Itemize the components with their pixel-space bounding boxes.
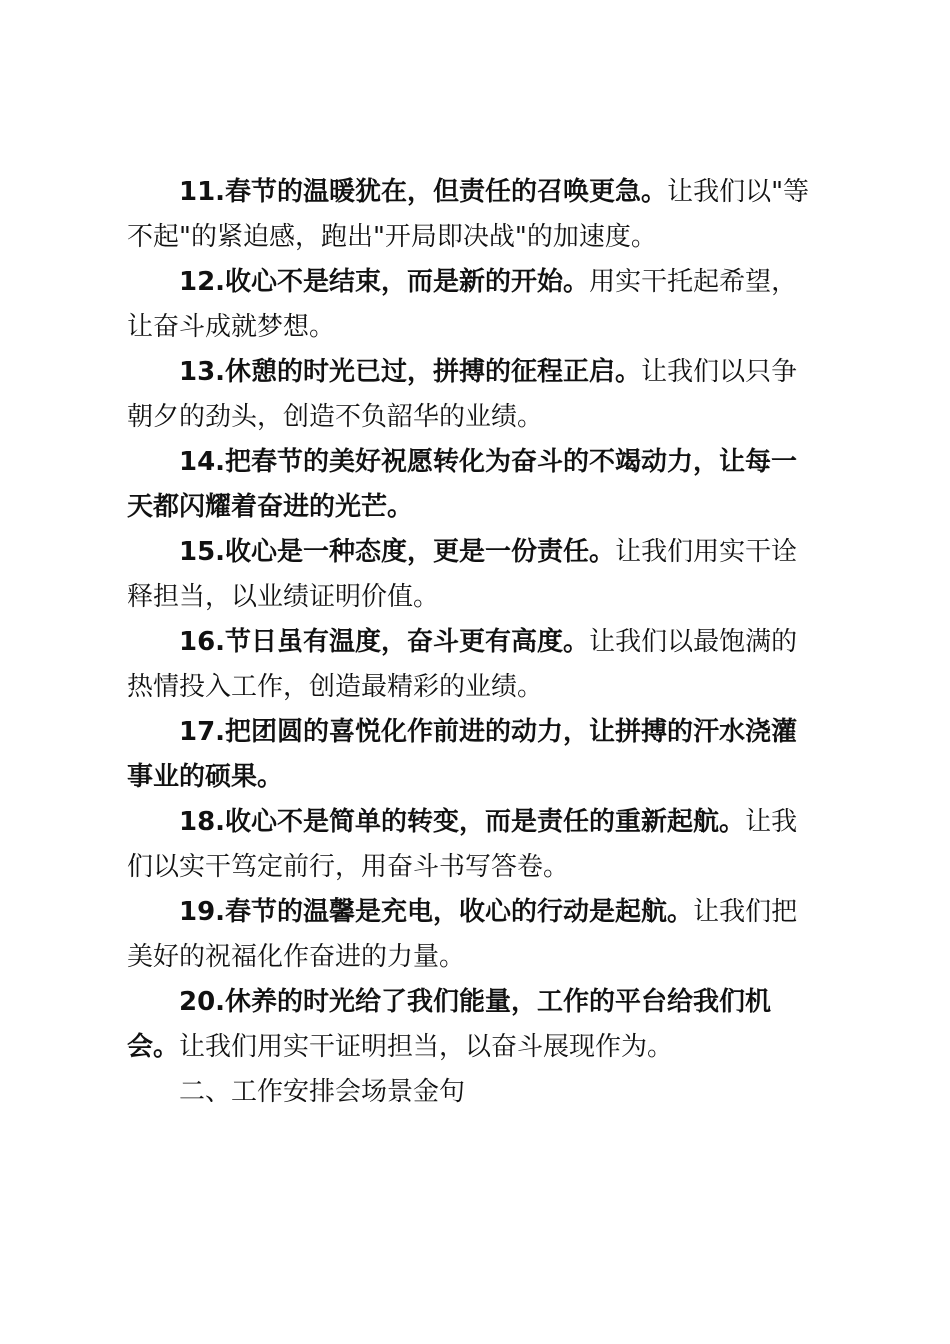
list-item	[127, 170, 823, 260]
item-lead: 14.把春节的美好祝愿转化为奋斗的不竭动力，让每一天都闪耀着奋进的光芒。	[127, 447, 798, 522]
item-lead: 17.把团圆的喜悦化作前进的动力，让拼搏的汗水浇灌事业的硕果。	[127, 717, 798, 792]
list-item	[127, 710, 823, 800]
item-lead: 13.休憩的时光已过，拼搏的征程正启。	[179, 357, 642, 387]
list-item	[127, 350, 823, 440]
item-lead: 19.春节的温馨是充电，收心的行动是起航。	[179, 897, 694, 927]
list-item	[127, 800, 823, 890]
item-rest: 让我们以实干笃定前行，用奋斗书写答卷。	[127, 807, 798, 882]
item-lead: 16.节日虽有温度，奋斗更有高度。	[179, 627, 590, 657]
item-lead: 11.春节的温暖犹在，但责任的召唤更急。	[179, 177, 668, 207]
item-rest: 用实干托起希望，让奋斗成就梦想。	[127, 267, 798, 342]
item-rest: 让我们以最饱满的热情投入工作，创造最精彩的业绩。	[127, 627, 798, 702]
list-item	[127, 890, 823, 980]
item-rest: 让我们以"等不起"的紧迫感，跑出"开局即决战"的加速度。	[127, 177, 810, 252]
item-rest: 让我们以只争朝夕的劲头，创造不负韶华的业绩。	[127, 357, 798, 432]
list-item	[127, 620, 823, 710]
item-rest: 让我们用实干诠释担当，以业绩证明价值。	[127, 537, 798, 612]
list-item	[127, 440, 823, 530]
item-lead: 12.收心不是结束，而是新的开始。	[179, 267, 590, 297]
item-lead: 18.收心不是简单的转变，而是责任的重新起航。	[179, 807, 746, 837]
document-body	[127, 170, 823, 1115]
item-rest: 让我们用实干证明担当，以奋斗展现作为。	[179, 1032, 674, 1062]
list-item	[127, 980, 823, 1070]
item-lead: 15.收心是一种态度，更是一份责任。	[179, 537, 616, 567]
list-item	[127, 260, 823, 350]
item-rest: 让我们把美好的祝福化作奋进的力量。	[127, 897, 798, 972]
section-heading: 二、工作安排会场景金句	[179, 1077, 466, 1107]
item-lead: 20.休养的时光给了我们能量，工作的平台给我们机会。	[127, 987, 772, 1062]
list-item	[127, 530, 823, 620]
